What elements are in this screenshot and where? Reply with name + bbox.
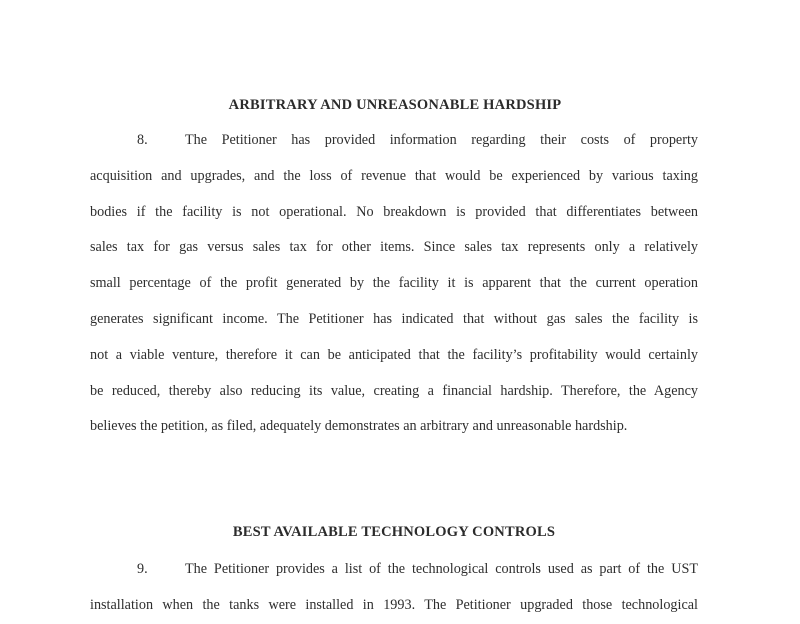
paragraph-line: bodies if the facility is not operational. No breakdown is provided that differentiates between [90,203,698,220]
paragraph-line: small percentage of the profit generated by the facility it is apparent that the current operation [90,275,698,292]
section-heading-hardship: ARBITRARY AND UNREASONABLE HARDSHIP [228,97,562,113]
paragraph-line: sales tax for gas versus sales tax for other items. Since sales tax represents only a relatively [90,239,698,256]
paragraph-8 [90,123,698,445]
paragraph-line: not a viable venture, therefore it can be anticipated that the facility’s profitability would certainly [90,346,698,363]
paragraph-line: 9. The Petitioner provides a list of the technological controls used as part of the UST [90,552,698,588]
paragraph-line: acquisition and upgrades, and the loss of revenue that would be experienced by various taxing [90,167,698,184]
paragraph-line: installation when the tanks were installed in 1993. The Petitioner upgraded those technological [90,596,698,613]
paragraph-line: be reduced, thereby also reducing its value, creating a financial hardship. Therefore, the Agency [90,382,698,399]
paragraph-line: 8. The Petitioner has provided information regarding their costs of property [90,123,698,159]
paragraph-line: generates significant income. The Petitioner has indicated that without gas sales the facility is [90,310,698,327]
paragraph-line: believes the petition, as filed, adequately demonstrates an arbitrary and unreasonable hardship. [90,418,628,435]
paragraph-9 [90,552,698,624]
paragraph-number: 8. [137,132,148,148]
paragraph-number: 9. [137,561,148,577]
section-heading-bat-controls: BEST AVAILABLE TECHNOLOGY CONTROLS [232,524,556,540]
